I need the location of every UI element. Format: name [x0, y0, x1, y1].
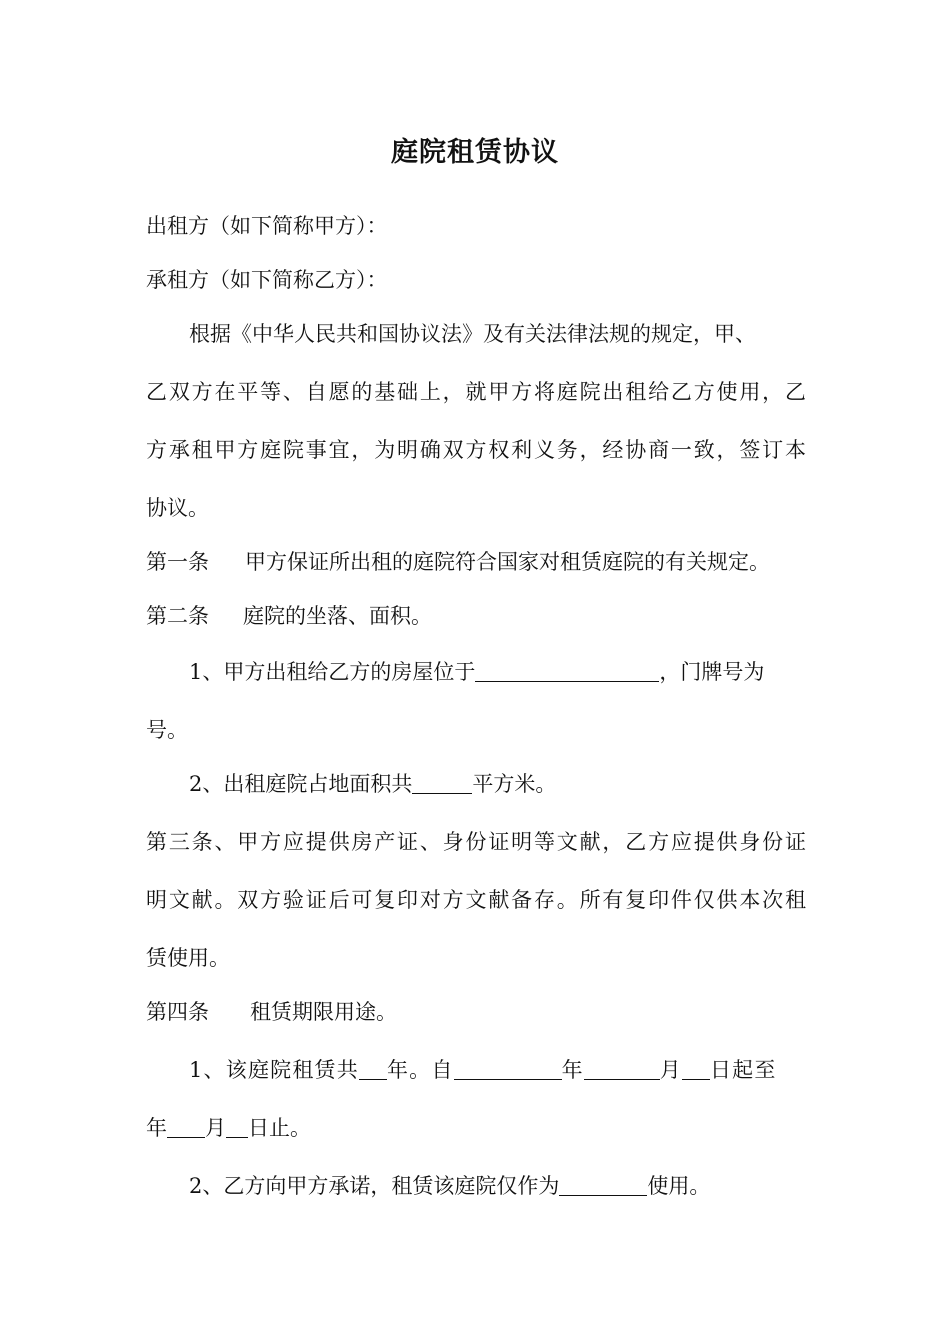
article-2-item-1-suffix: ，门牌号为 [659, 660, 765, 684]
article-3-line-3: 赁使用。 [146, 946, 230, 970]
article-4-item-1-end: 日止。 [248, 1116, 311, 1140]
preamble-line-4: 协议。 [146, 496, 209, 520]
article-4-item-1 [146, 1055, 849, 1085]
article-4-item-1-text: 1、该庭院租赁共 [189, 1058, 359, 1082]
usage-blank[interactable] [559, 1175, 647, 1196]
article-4-item-2-suffix: 使用。 [647, 1174, 711, 1198]
article-2-item-1-text: 1、甲方出租给乙方的房屋位于 [189, 660, 476, 684]
start-year-blank[interactable] [454, 1059, 562, 1080]
article-4-text: 租赁期限用途。 [250, 1000, 397, 1024]
preamble-line-1: 根据《中华人民共和国协议法》及有关法律法规的规定，甲、 [189, 322, 756, 346]
end-month-blank[interactable] [167, 1117, 205, 1138]
article-2-text: 庭院的坐落、面积。 [243, 604, 432, 628]
location-blank[interactable] [475, 661, 659, 682]
article-2-item-1-cont: 号。 [146, 718, 188, 742]
article-4-item-2-text: 2、乙方向甲方承诺，租赁该庭院仅作为 [189, 1174, 560, 1198]
article-2-label: 第二条 [146, 604, 209, 628]
article-2-item-1 [146, 657, 849, 687]
article-4-item-2 [146, 1171, 849, 1201]
article-4-item-1-month: 月 [659, 1058, 682, 1082]
article-4-item-1-end-month: 月 [205, 1116, 226, 1140]
article-4-label: 第四条 [146, 1000, 209, 1024]
preamble-line-2: 乙双方在平等、自愿的基础上，就甲方将庭院出租给乙方使用，乙 [146, 380, 806, 404]
article-4-item-1-until: 日起至 [709, 1058, 777, 1082]
article-3-line-1: 第三条、甲方应提供房产证、身份证明等文献，乙方应提供身份证 [146, 830, 806, 854]
article-2 [146, 601, 806, 631]
document-title: 庭院租赁协议 [391, 137, 559, 168]
article-4-item-1-cont [146, 1113, 806, 1143]
end-day-blank[interactable] [226, 1117, 248, 1138]
years-blank[interactable] [359, 1059, 387, 1080]
article-2-item-2-text: 2、出租庭院占地面积共 [189, 772, 413, 796]
preamble-line-3: 方承租甲方庭院事宜，为明确双方权利义务，经协商一致，签订本 [146, 438, 806, 462]
lessee-line: 承租方（如下简称乙方）： [146, 268, 388, 292]
article-1-label: 第一条 [146, 550, 209, 574]
article-4-item-1-year: 年 [561, 1058, 584, 1082]
article-2-item-2-suffix: 平方米。 [472, 772, 557, 796]
article-1-text: 甲方保证所出租的庭院符合国家对租赁庭院的有关规定。 [245, 550, 770, 574]
start-month-blank[interactable] [584, 1059, 660, 1080]
article-1 [146, 547, 806, 577]
article-3-line-2: 明文献。双方验证后可复印对方文献备存。所有复印件仅供本次租 [146, 888, 806, 912]
article-4-item-1-end-year: 年 [146, 1116, 167, 1140]
article-4 [146, 997, 806, 1027]
article-2-item-2 [146, 769, 849, 799]
area-blank[interactable] [412, 773, 472, 794]
article-4-item-1-from: 年。自 [386, 1058, 454, 1082]
lessor-line: 出租方（如下简称甲方）： [146, 214, 388, 238]
start-day-blank[interactable] [682, 1059, 710, 1080]
